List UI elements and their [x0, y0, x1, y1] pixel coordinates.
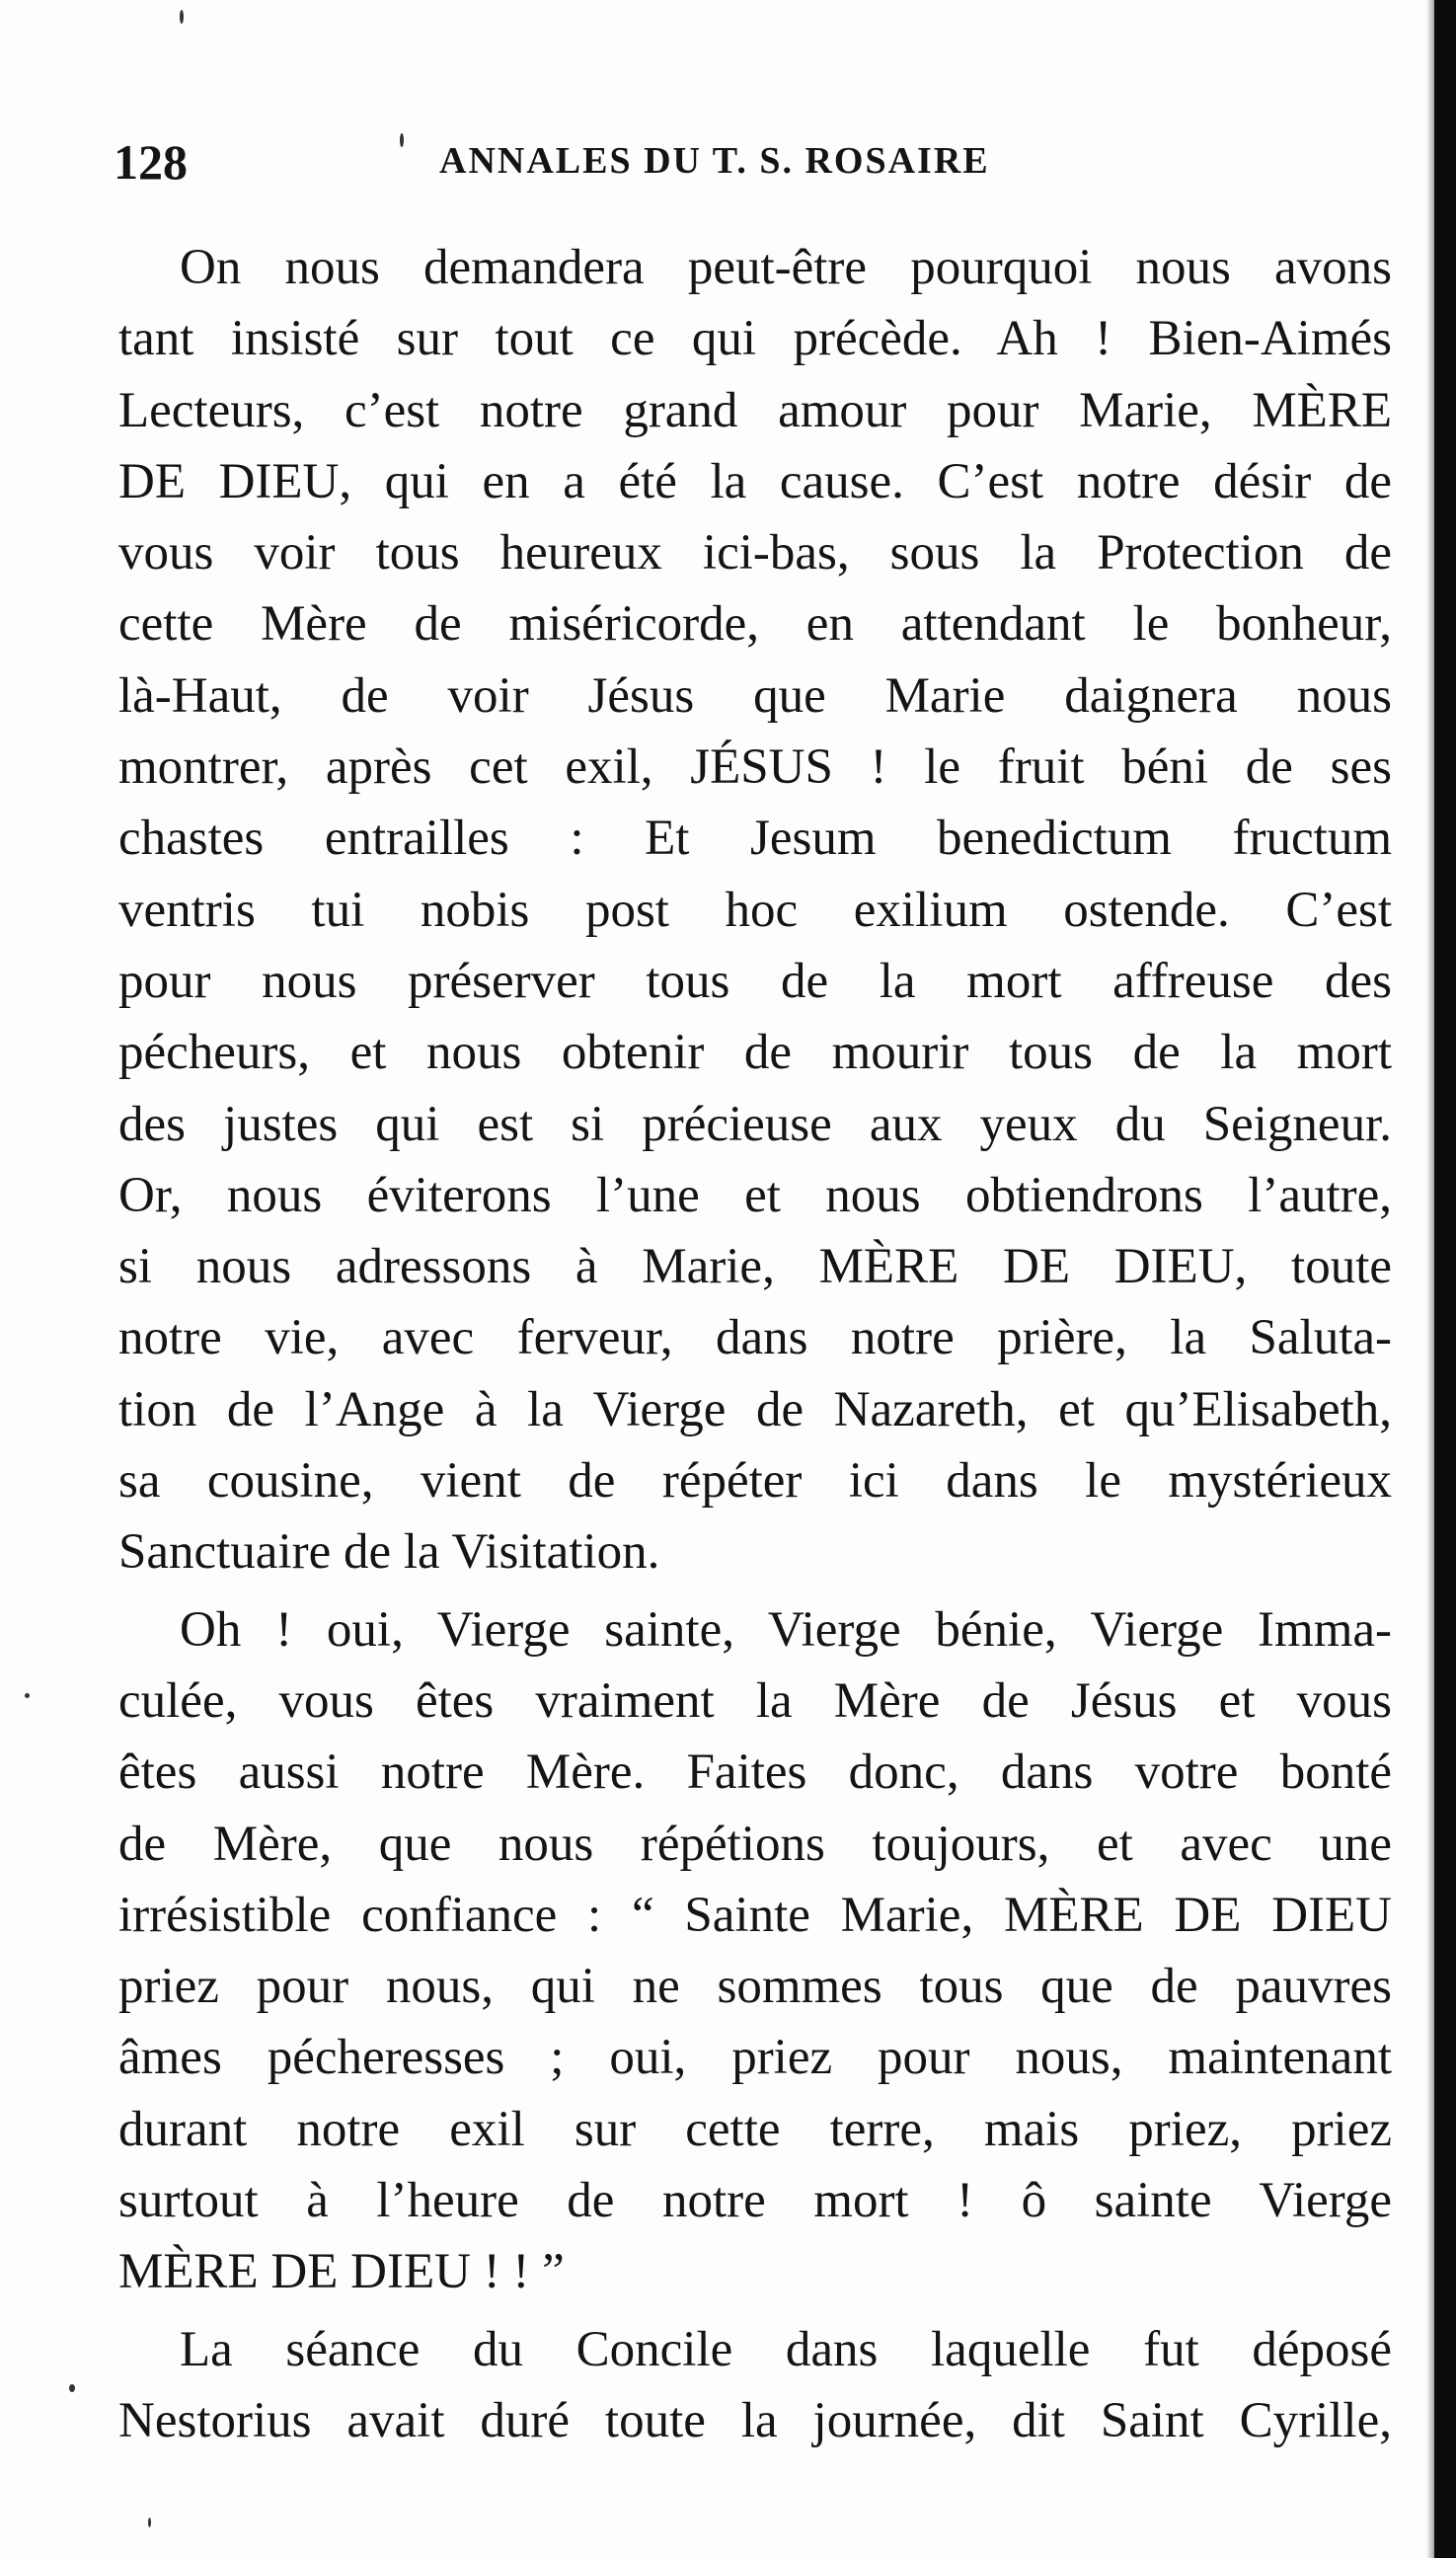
text-line: si nous adressons à Marie, MÈRE DE DIEU, toute	[118, 1239, 1392, 1295]
page-number: 128	[114, 134, 188, 190]
text-line: ventris tui nobis post hoc exilium ostende. C’est	[118, 882, 1392, 938]
scan-speck	[148, 2518, 151, 2527]
text-line: On nous demandera peut-être pourquoi nous avons	[180, 240, 1392, 295]
text-line: culée, vous êtes vraiment la Mère de Jésus et vous	[118, 1672, 1392, 1729]
text-line: chastes entrailles : Et Jesum benedictum fructum	[118, 811, 1392, 867]
text-line: cette Mère de miséricorde, en attendant le bonheur,	[118, 596, 1392, 653]
scan-speck	[25, 1693, 30, 1698]
text-line: Oh ! oui, Vierge sainte, Vierge bénie, Vierge Imma-	[180, 1601, 1392, 1658]
text-line: pour nous préserver tous de la mort affreuse des	[118, 953, 1392, 1009]
paragraph-3	[118, 2314, 1392, 2457]
text-line: là-Haut, de voir Jésus que Marie daignera nous	[118, 667, 1392, 724]
text-line: La séance du Concile dans laquelle fut déposé	[180, 2321, 1392, 2377]
text-line: des justes qui est si précieuse aux yeux du Seigneur.	[118, 1096, 1392, 1152]
paragraph-1	[118, 232, 1392, 1589]
text-line: montrer, après cet exil, JÉSUS ! le fruit béni de ses	[118, 739, 1392, 796]
scan-speck	[400, 133, 404, 147]
text-line: pécheurs, et nous obtenir de mourir tous de la mort	[118, 1025, 1392, 1081]
text-line: irrésistible confiance : “ Sainte Marie, MÈRE DE DIEU	[118, 1887, 1392, 1943]
text-line: êtes aussi notre Mère. Faites donc, dans votre bonté	[118, 1744, 1392, 1801]
body-text	[118, 232, 1392, 2456]
text-line: Or, nous éviterons l’une et nous obtiendrons l’autre,	[118, 1167, 1392, 1223]
binding-shadow	[1426, 0, 1434, 2558]
text-line: sa cousine, vient de répéter ici dans le mystérieux	[118, 1453, 1392, 1510]
text-line: de Mère, que nous répétions toujours, et avec une	[118, 1816, 1392, 1872]
text-line: MÈRE DE DIEU ! ! ”	[118, 2244, 565, 2300]
text-line: notre vie, avec ferveur, dans notre prière, la Saluta-	[118, 1310, 1392, 1366]
running-head: ANNALES DU T. S. ROSAIRE	[439, 140, 990, 182]
text-line: surtout à l’heure de notre mort ! ô sainte Vierge	[118, 2173, 1392, 2229]
text-line: tion de l’Ange à la Vierge de Nazareth, et qu’Elisabeth,	[118, 1381, 1392, 1437]
text-line: Lecteurs, c’est notre grand amour pour Marie, MÈRE	[118, 382, 1392, 438]
text-line: Nestorius avait duré toute la journée, dit Saint Cyrille,	[118, 2392, 1392, 2448]
text-line: âmes pécheresses ; oui, priez pour nous, maintenant	[118, 2030, 1392, 2086]
text-line: durant notre exil sur cette terre, mais priez, priez	[118, 2101, 1392, 2157]
paragraph-2	[118, 1594, 1392, 2308]
text-line: Sanctuaire de la Visitation.	[118, 1524, 660, 1581]
page-header	[114, 133, 1387, 202]
text-line: priez pour nous, qui ne sommes tous que de pauvres	[118, 1959, 1392, 2015]
book-binding-edge	[1434, 0, 1456, 2558]
text-line: DE DIEU, qui en a été la cause. C’est notre désir de	[118, 453, 1392, 509]
text-line: vous voir tous heureux ici-bas, sous la Protection de	[118, 525, 1392, 581]
scan-speck	[180, 10, 184, 24]
text-line: tant insisté sur tout ce qui précède. Ah ! Bien-Aimés	[118, 311, 1392, 367]
scan-speck	[69, 2384, 75, 2392]
